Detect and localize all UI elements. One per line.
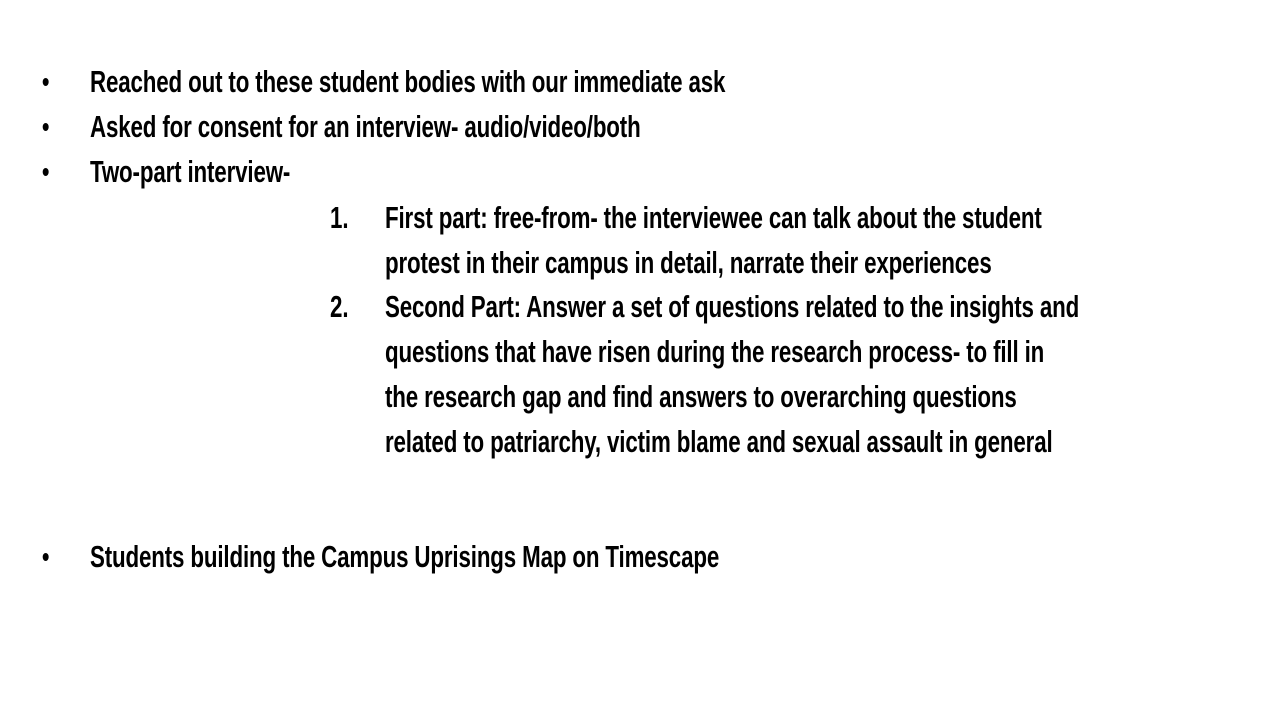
bullet-marker: • — [42, 66, 50, 97]
numbered-item-line: related to patriarchy, victim blame and sexual assault in general — [385, 424, 1053, 459]
numbered-item-line: First part: free-from- the interviewee can talk about the student — [385, 200, 1042, 235]
bullet-text: Asked for consent for an interview- audio/video/both — [90, 109, 641, 144]
numbered-marker: 1. — [330, 200, 349, 235]
bullet-item-consent — [0, 105, 1280, 149]
bullet-text: Students building the Campus Uprisings Map on Timescape — [90, 539, 720, 574]
bullet-text: Reached out to these student bodies with our immediate ask — [90, 64, 726, 99]
numbered-marker: 2. — [330, 289, 349, 324]
numbered-item-line: protest in their campus in detail, narrate their experiences — [385, 245, 992, 280]
numbered-item-line: the research gap and find answers to overarching questions — [385, 379, 1017, 414]
bullet-text: Two-part interview- — [90, 154, 291, 189]
bullet-item-two-part-interview — [0, 150, 1280, 194]
numbered-item-line: Second Part: Answer a set of questions related to the insights and — [385, 289, 1080, 324]
bullet-item-campus-uprisings-map — [0, 535, 1280, 579]
bullet-marker: • — [42, 156, 50, 187]
bullet-item-reached-out — [0, 60, 1280, 104]
bullet-marker: • — [42, 541, 50, 572]
numbered-item-line: questions that have risen during the research process- to fill in — [385, 334, 1045, 369]
bullet-marker: • — [42, 111, 50, 142]
